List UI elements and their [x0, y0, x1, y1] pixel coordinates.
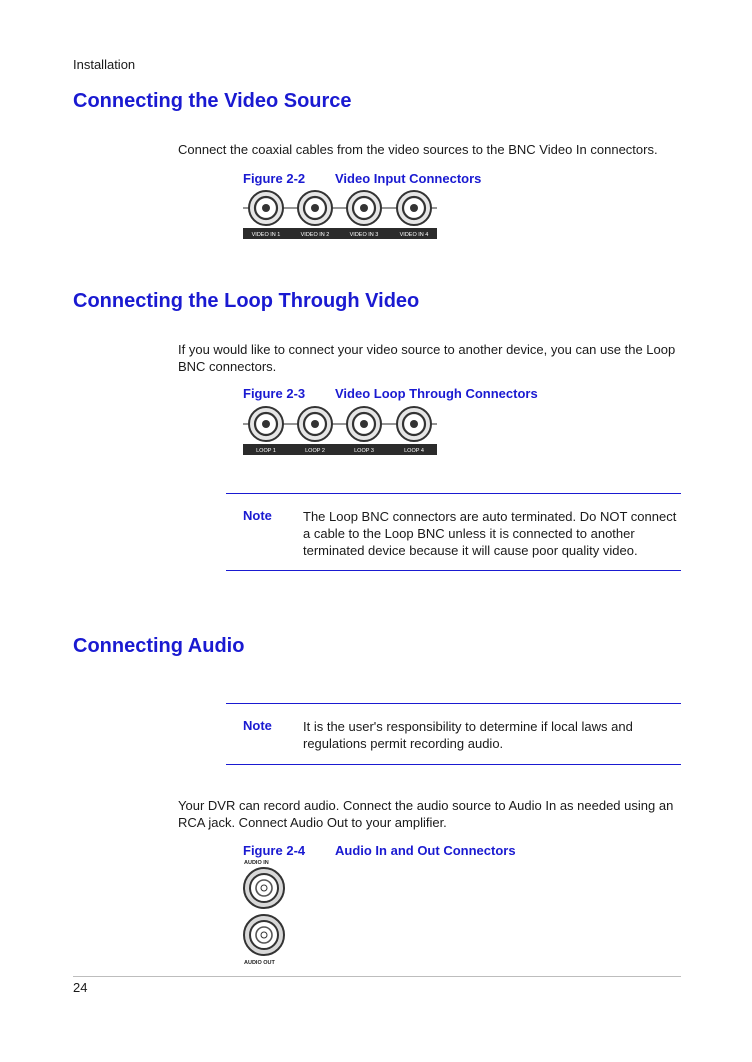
connector-label: VIDEO IN 2: [300, 232, 330, 238]
figure-2-4-caption: [243, 843, 516, 858]
note-label: Note: [243, 718, 272, 733]
figure-number: Figure 2-3: [243, 386, 306, 401]
connector-label: LOOP 2: [305, 448, 325, 454]
bnc-connector-3: [347, 407, 381, 441]
connector-label: VIDEO IN 1: [251, 232, 281, 238]
connector-label: LOOP 4: [404, 448, 424, 454]
figure-title: Video Loop Through Connectors: [335, 386, 538, 401]
figure-2-2-caption: [243, 171, 481, 186]
figure-title: Video Input Connectors: [335, 171, 482, 186]
note-text: It is the user's responsibility to determine if local laws and regulations permit recording audio.: [303, 719, 633, 751]
section-heading-video-source: Connecting the Video Source: [73, 90, 352, 112]
video-source-paragraph: Connect the coaxial cables from the video sources to the BNC Video In connectors.: [178, 142, 658, 157]
bnc-connector-1: [249, 407, 283, 441]
section-heading-audio: Connecting Audio: [73, 635, 245, 657]
bnc-connector-3: [347, 191, 381, 225]
connector-label: VIDEO IN 3: [349, 232, 379, 238]
note-bottom-rule: [226, 570, 681, 571]
page-number: 24: [73, 980, 88, 995]
audio-paragraph: Your DVR can record audio. Connect the audio source to Audio In as needed using an RCA jack. Connect Audio Out to your amplifier.: [178, 798, 674, 830]
note-top-rule: [226, 493, 681, 494]
section-heading-loop-through: Connecting the Loop Through Video: [73, 290, 420, 312]
footer-rule: [73, 976, 681, 977]
connector-label: VIDEO IN 4: [399, 232, 429, 238]
video-input-connectors-image: [243, 188, 437, 240]
note-top-rule: [226, 703, 681, 704]
figure-number: Figure 2-4: [243, 843, 306, 858]
bnc-connector-4: [397, 191, 431, 225]
connector-label: LOOP 3: [354, 448, 374, 454]
bnc-connector-4: [397, 407, 431, 441]
loop-through-paragraph: If you would like to connect your video source to another device, you can use the Loop BNC connectors.: [178, 342, 676, 374]
note-text: The Loop BNC connectors are auto terminated. Do NOT connect a cable to the Loop BNC unless it is connected to another terminated device because it will cause poor quality video.: [303, 509, 677, 558]
loop-through-connectors-image: [243, 404, 437, 456]
bnc-connector-2: [298, 191, 332, 225]
audio-out-label: AUDIO OUT: [244, 960, 275, 966]
rca-audio-out-jack: [244, 915, 284, 955]
running-head: Installation: [73, 57, 136, 72]
note-label: Note: [243, 508, 272, 523]
figure-number: Figure 2-2: [243, 171, 306, 186]
audio-connectors-image: [241, 858, 289, 966]
note-bottom-rule: [226, 764, 681, 765]
figure-2-3-caption: [243, 386, 538, 401]
bnc-connector-2: [298, 407, 332, 441]
connector-label: LOOP 1: [256, 448, 276, 454]
figure-title: Audio In and Out Connectors: [335, 843, 516, 858]
audio-in-label: AUDIO IN: [244, 860, 269, 866]
bnc-connector-1: [249, 191, 283, 225]
rca-audio-in-jack: [244, 868, 284, 908]
